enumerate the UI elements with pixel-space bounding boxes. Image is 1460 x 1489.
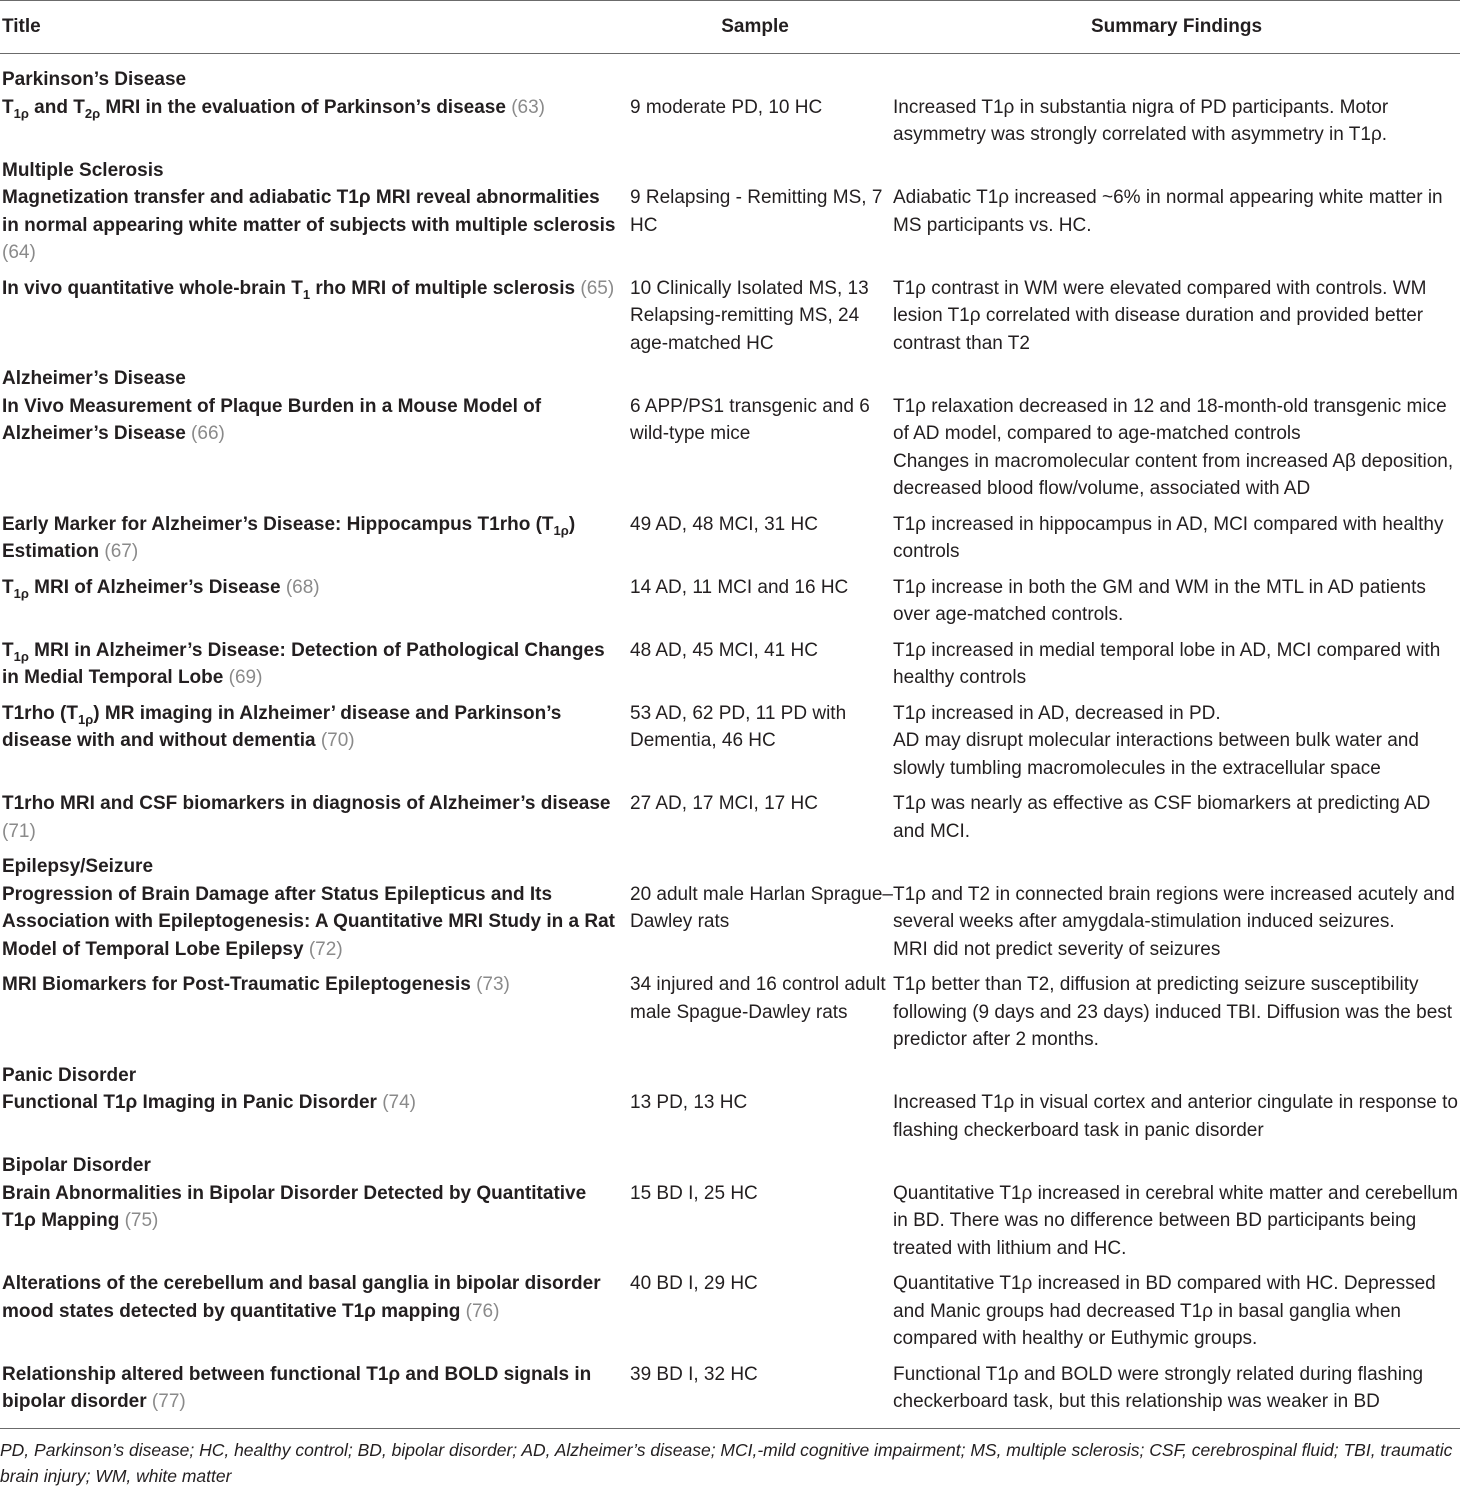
table-row [0,1361,1460,1416]
row-sample: 9 Relapsing - Remitting MS, 7 HC [630,187,883,236]
table-row [0,184,1460,267]
row-title: $T_{1\rho}$ and $T_{2\rho}$ MRI in the evaluation of Parkinson’s disease (63) [2,96,545,121]
header-sample: Sample [721,16,789,37]
row-findings: Quantitative T1ρ increased in cerebral white matter and cerebellum in BD. There was no difference between BD participants being treated with lithium and HC. [893,1182,1458,1259]
row-sample: 27 AD, 17 MCI, 17 HC [630,793,818,814]
table-row [0,1089,1460,1144]
row-title: Functional T1ρ Imaging in Panic Disorder (74) [2,1092,416,1113]
reference-link[interactable]: (63) [511,96,545,118]
reference-link[interactable]: (74) [382,1092,416,1113]
row-sample: 40 BD I, 29 HC [630,1273,758,1294]
section-heading: Parkinson’s Disease [2,69,187,90]
row-sample: 14 AD, 11 MCI and 16 HC [630,576,849,598]
row-title: Magnetization transfer and adiabatic T1ρ MRI reveal abnormalities in normal appearing white matter of subjects with multiple sclerosis (64) [2,187,616,263]
reference-link[interactable]: (72) [308,938,343,960]
row-title: Alterations of the cerebellum and basal ganglia in bipolar disorder mood states detected by quantitative T1ρ mapping (76) [2,1273,601,1322]
row-title: T1rho $(T_{1\rho})$ MR imaging in Alzheimer’ disease and Parkinson’s disease with and without dementia (70) [2,702,562,751]
row-findings: Quantitative T1ρ increased in BD compared with HC. Depressed and Manic groups had decreased T1ρ in basal ganglia when compared with healthy or Euthymic groups. [893,1273,1436,1349]
reference-link[interactable]: (66) [191,423,225,444]
row-findings: T1ρ increased in AD, decreased in PD. AD may disrupt molecular interactions between bulk water and slowly tumbling macromolecules in the extracellular space [893,702,1419,779]
section-heading: Panic Disorder [2,1064,137,1086]
row-sample: 49 AD, 48 MCI, 31 HC [630,513,818,535]
section-heading: Multiple Sclerosis [2,159,164,181]
row-findings: T1ρ contrast in WM were elevated compared with controls. WM lesion T1ρ correlated with disease duration and provided better contrast than T2 [893,277,1427,354]
row-title: $T_{1\rho}$ MRI of Alzheimer’s Disease (68) [2,576,320,601]
row-sample: 15 BD I, 25 HC [630,1182,758,1204]
reference-link[interactable]: (75) [124,1210,159,1231]
table-row [0,881,1460,964]
section-heading: Epilepsy/Seizure [2,856,154,877]
table-row [0,700,1460,783]
row-title: In vivo quantitative whole-brain $T_1$ rho MRI of multiple sclerosis (65) [2,277,615,302]
row-title: Relationship altered between functional T1ρ and BOLD signals in bipolar disorder (77) [2,1363,592,1412]
reference-link[interactable]: (77) [151,1391,186,1412]
row-sample: 9 moderate PD, 10 HC [630,96,823,118]
reference-link[interactable]: (69) [228,667,263,688]
row-title: In Vivo Measurement of Plaque Burden in a Mouse Model of Alzheimer’s Disease (66) [2,395,542,444]
reference-link[interactable]: (67) [104,541,139,562]
row-findings: T1ρ increase in both the GM and WM in the MTL in AD patients over age-matched controls. [893,576,1426,625]
row-title: MRI Biomarkers for Post-Traumatic Epileptogenesis (73) [2,974,510,995]
row-findings: Functional T1ρ and BOLD were strongly related during flashing checkerboard task, but this relationship was weaker in BD [893,1363,1424,1412]
table-row [0,94,1460,149]
row-findings: Increased T1ρ in substantia nigra of PD participants. Motor asymmetry was strongly correlated with asymmetry in T1ρ. [893,96,1389,145]
row-findings: T1ρ better than T2, diffusion at predicting seizure susceptibility following (9 days and 23 days) induced TBI. Diffusion was the best predictor after 2 months. [893,974,1453,1050]
row-sample: 20 adult male Harlan Sprague–Dawley rats [630,883,894,932]
row-title: Brain Abnormalities in Bipolar Disorder Detected by Quantitative T1ρ Mapping (75) [2,1182,587,1231]
table-row [0,790,1460,845]
row-sample: 53 AD, 62 PD, 11 PD with Dementia, 46 HC [630,702,847,751]
reference-link[interactable]: (70) [320,730,355,751]
table-footnote: PD, Parkinson’s disease; HC, healthy control; BD, bipolar disorder; AD, Alzheimer’s disease; MCI,-mild cognitive impairment; MS, multiple sclerosis; CSF, cerebrospinal fluid; TBI, traumatic brain injury; WM, white matter [0,1428,1460,1489]
reference-link[interactable]: (64) [2,242,36,263]
row-title: Early Marker for Alzheimer’s Disease: Hippocampus T1rho $(T_{1\rho})$ Estimation (67) [2,513,576,562]
table-row [0,511,1460,566]
section-heading: Bipolar Disorder [2,1155,151,1176]
row-findings: T1ρ increased in medial temporal lobe in AD, MCI compared with healthy controls [893,639,1441,688]
row-findings: T1ρ relaxation decreased in 12 and 18-month-old transgenic mice of AD model, compared to age-matched controls Changes in macromolecular content from increased Aβ deposition, decreased blood flow/volume, associated with AD [893,395,1454,499]
header-title: Title [2,16,41,37]
row-findings: Increased T1ρ in visual cortex and anterior cingulate in response to flashing checkerboard task in panic disorder [893,1092,1458,1141]
reference-link[interactable]: (73) [476,974,510,995]
row-findings: Adiabatic T1ρ increased ~6% in normal appearing white matter in MS participants vs. HC. [893,187,1443,236]
reference-link[interactable]: (68) [285,576,320,598]
table-row [0,275,1460,358]
row-sample: 39 BD I, 32 HC [630,1363,758,1385]
row-sample: 34 injured and 16 control adult male Spague-Dawley rats [630,974,886,1023]
table-row [0,393,1460,503]
row-findings: T1ρ was nearly as effective as CSF biomarkers at predicting AD and MCI. [893,793,1431,842]
table-row [0,637,1460,692]
row-sample: 6 APP/PS1 transgenic and 6 wild-type mice [630,395,870,444]
reference-link[interactable]: (65) [580,277,615,299]
row-sample: 48 AD, 45 MCI, 41 HC [630,639,818,661]
table-row [0,1180,1460,1263]
row-findings: T1ρ and T2 in connected brain regions were increased acutely and several weeks after amygdala-stimulation induced seizures. MRI did not predict severity of seizures [893,883,1455,960]
row-title: Progression of Brain Damage after Status Epilepticus and Its Association with Epileptogenesis: A Quantitative MRI Study in a Rat Model of Temporal Lobe Epilepsy (72) [2,883,616,960]
table-row [0,971,1460,1054]
section-heading: Alzheimer’s Disease [2,368,186,389]
row-title: T1rho MRI and CSF biomarkers in diagnosis of Alzheimer’s disease (71) [2,793,611,842]
row-title: $T_{1\rho}$ MRI in Alzheimer’s Disease: Detection of Pathological Changes in Medial Temporal Lobe (69) [2,639,605,688]
reference-link[interactable]: (76) [465,1300,500,1322]
table-row [0,574,1460,629]
reference-link[interactable]: (71) [2,820,36,842]
header-findings: Summary Findings [1090,16,1263,37]
row-findings: T1ρ increased in hippocampus in AD, MCI compared with healthy controls [893,513,1444,562]
table-header [0,0,1460,54]
table-row [0,1270,1460,1353]
row-sample: 10 Clinically Isolated MS, 13 Relapsing-remitting MS, 24 age-matched HC [630,277,869,354]
row-sample: 13 PD, 13 HC [630,1092,748,1113]
